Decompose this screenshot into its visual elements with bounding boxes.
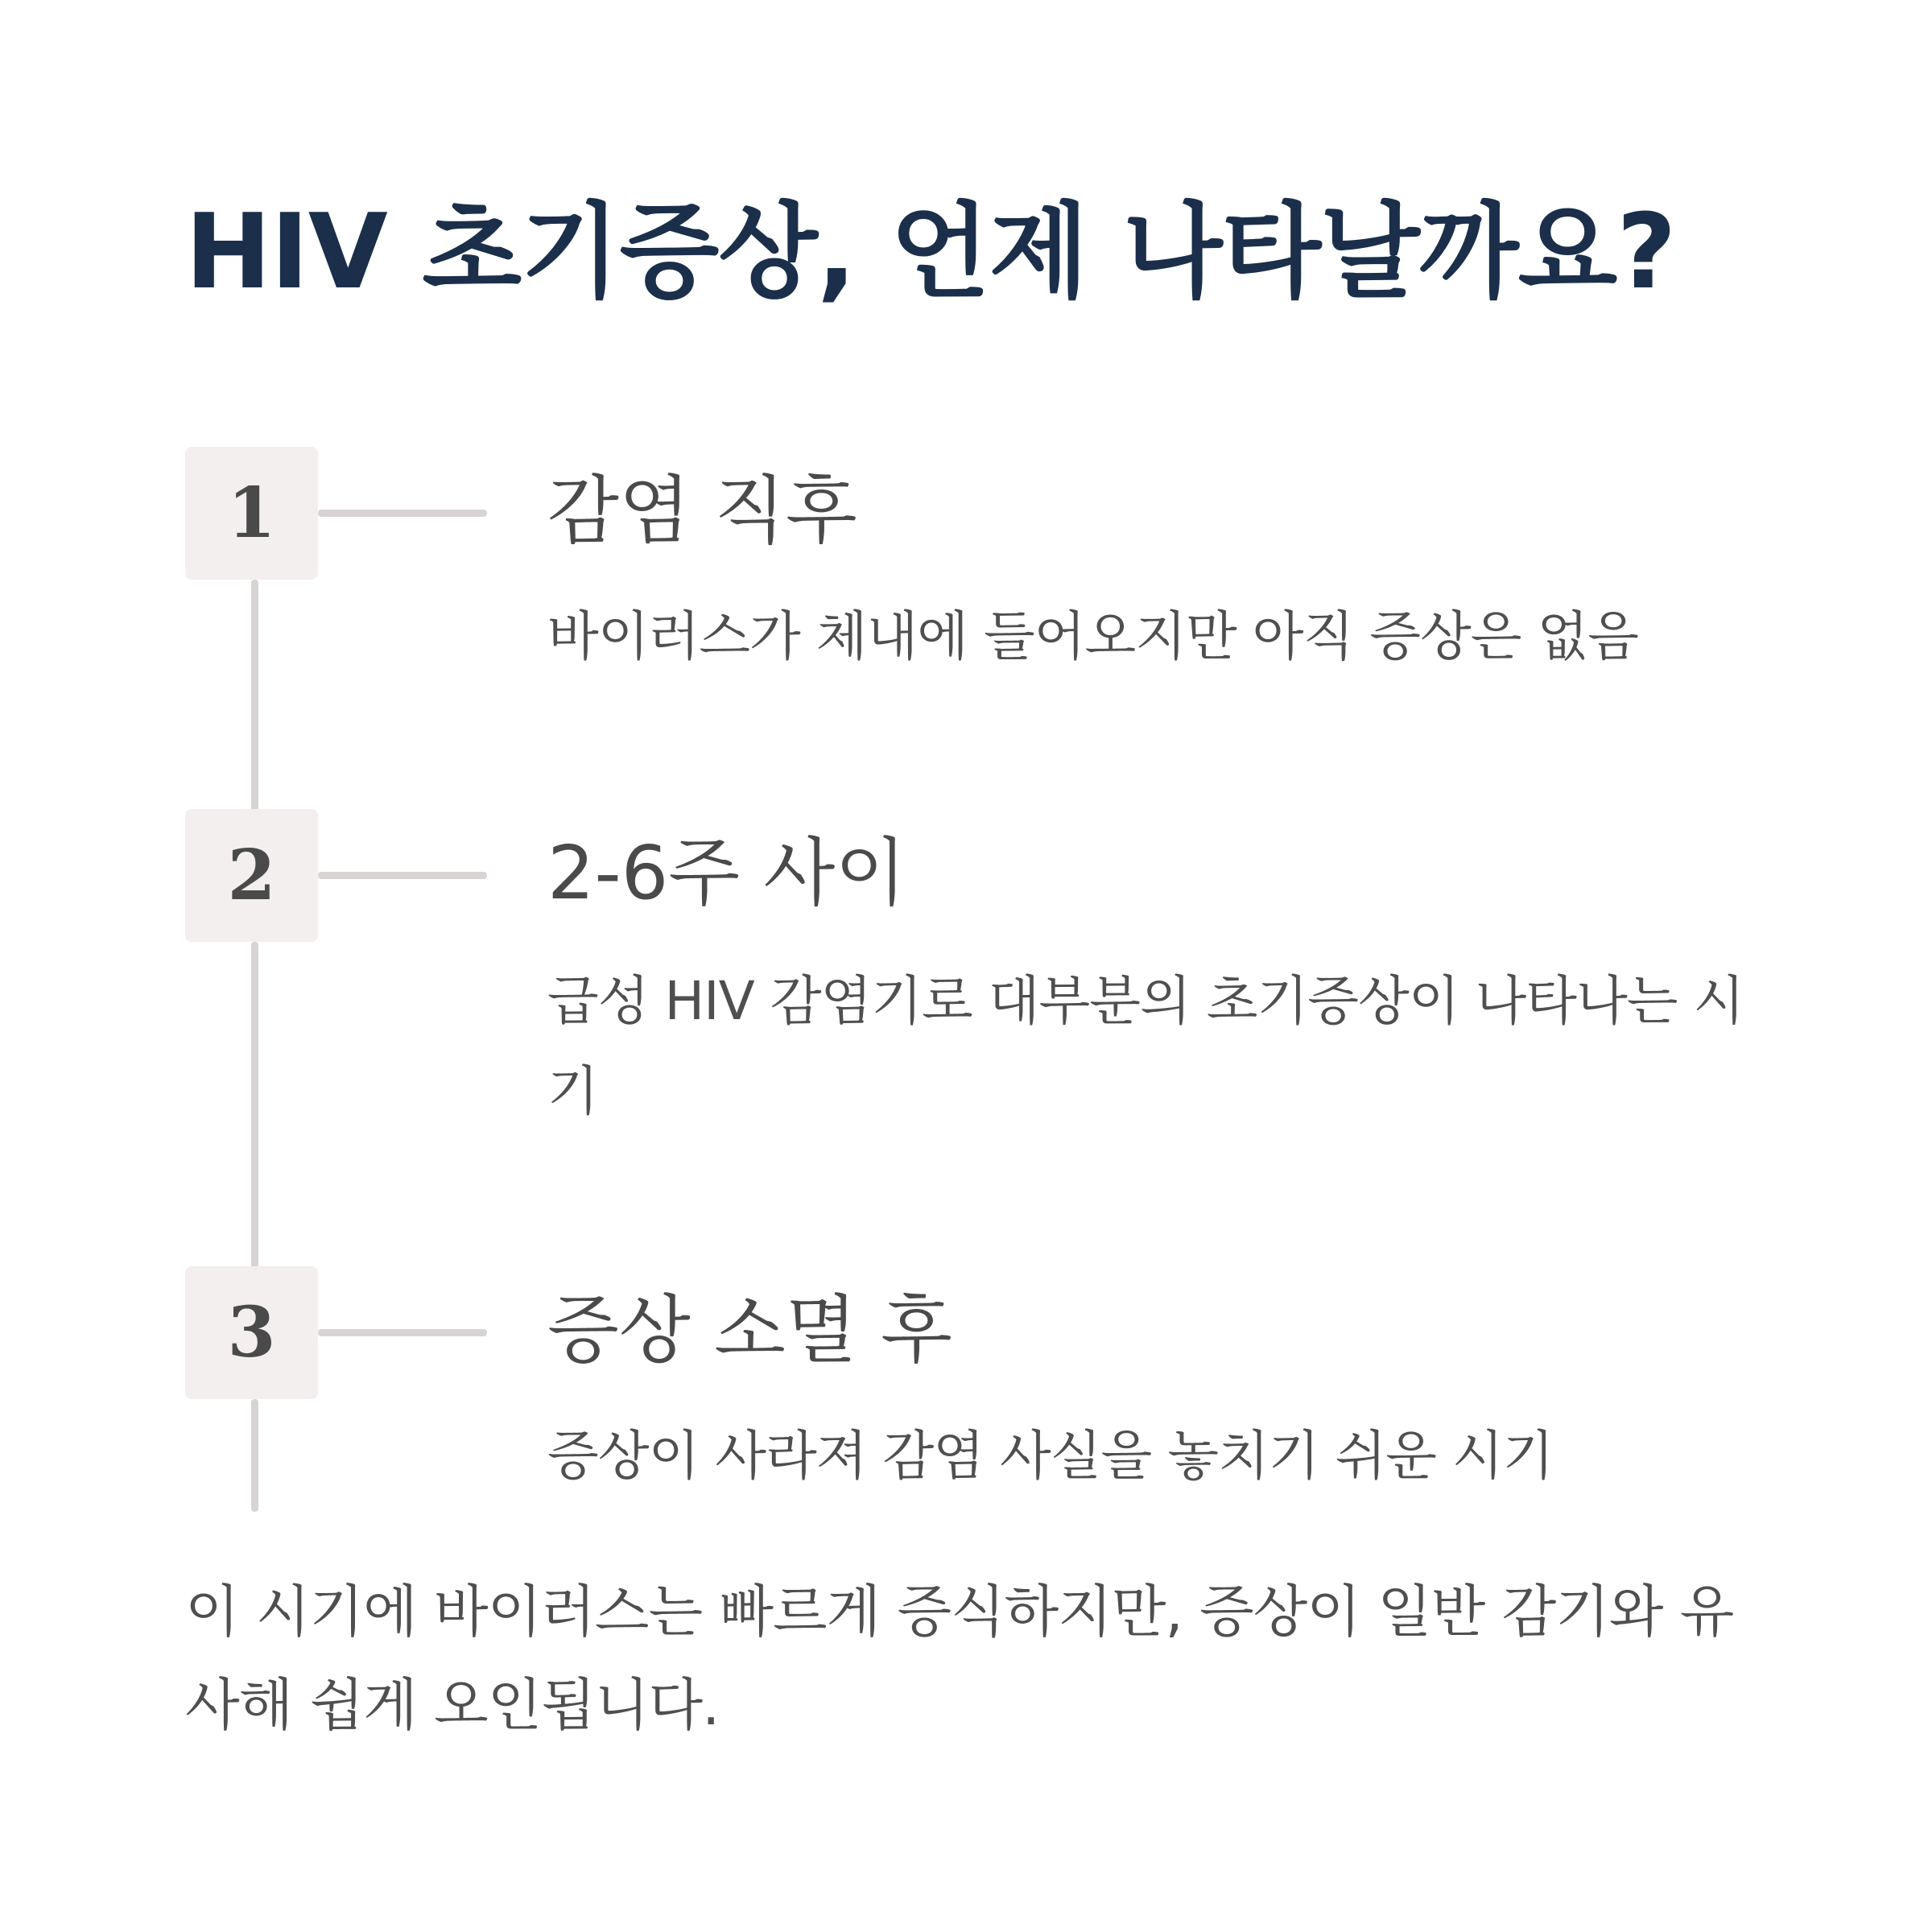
step-connector (318, 1329, 487, 1336)
step-number-badge: 1 (185, 447, 318, 580)
step-title: 2-6주 사이 (547, 830, 907, 916)
step-description: 바이러스가 체내에 들어오지만 아직 증상은 없음 (547, 605, 1639, 667)
step-title: 감염 직후 (547, 468, 857, 554)
timeline-line-segment-1 (251, 580, 258, 813)
footer-note: 이 시기에 바이러스는 빠르게 증식하지만, 증상이 일반 감기와 유사해 쉽게 오인됩니다. (185, 1579, 1734, 1738)
step-connector (318, 510, 487, 517)
page-title: HIV 초기증상, 언제 나타날까요? (185, 192, 1676, 312)
timeline-line-segment-3 (251, 1399, 258, 1512)
step-title: 증상 소멸 후 (547, 1287, 952, 1373)
step-number-badge: 3 (185, 1266, 318, 1399)
step-description: 급성 HIV 감염기로 대부분의 초기증상이 나타나는 시기 (547, 970, 1744, 1123)
timeline-line-segment-2 (251, 942, 258, 1272)
step-description: 증상이 사라져 감염 사실을 놓치기 쉬운 시기 (547, 1425, 1554, 1487)
step-number-badge: 2 (185, 809, 318, 942)
step-connector (318, 872, 487, 879)
